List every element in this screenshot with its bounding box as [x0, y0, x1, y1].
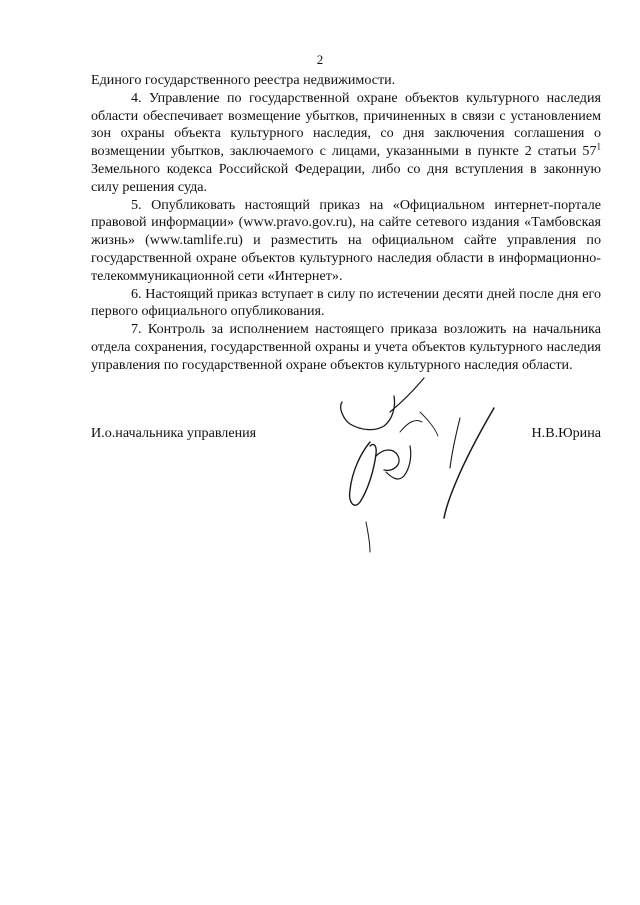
- page-number: 2: [316, 52, 324, 67]
- paragraph-4-tail: Земельного кодекса Российской Федерации, либо со дня вступления в законную силу решения суда.: [91, 160, 601, 195]
- paragraph-4: [91, 90, 601, 197]
- paragraph-continuation: Единого государственного реестра недвижимости.: [91, 72, 396, 88]
- signer-name: Н.В.Юрина: [531, 425, 601, 441]
- paragraph-4-text: 4. Управление по государственной охране объектов культурного наследия области обеспечивает возмещение убытков, причиненных в связи с установлением зон охраны объекта культурного наследия, со дня заключения соглашения о возмещении убытков, заключаемого с лицами, указанными в пункте 2 статьи 57: [91, 89, 601, 160]
- document-body: [91, 72, 601, 375]
- signer-title: И.о.начальника управления: [91, 425, 257, 441]
- article-superscript: 1: [596, 141, 601, 152]
- handwritten-signature: [330, 372, 510, 557]
- paragraph-7: 7. Контроль за исполнением настоящего приказа возложить на начальника отдела сохранения, государственной охраны и учета объектов культурного наследия управления по государственной охране объектов культурного наследия области.: [91, 321, 601, 373]
- paragraph-5: 5. Опубликовать настоящий приказ на «Официальном интернет-портале правовой информации» (www.pravo.gov.ru), на сайте сетевого издания «Тамбовская жизнь» (www.tamlife.ru) и разместить на официальном сайте управления по государственной охране объектов культурного наследия области в информационно-телекоммуникационной сети «Интернет».: [91, 196, 601, 284]
- paragraph-6: 6. Настоящий приказ вступает в силу по истечении десяти дней после дня его первого официального опубликования.: [91, 285, 601, 320]
